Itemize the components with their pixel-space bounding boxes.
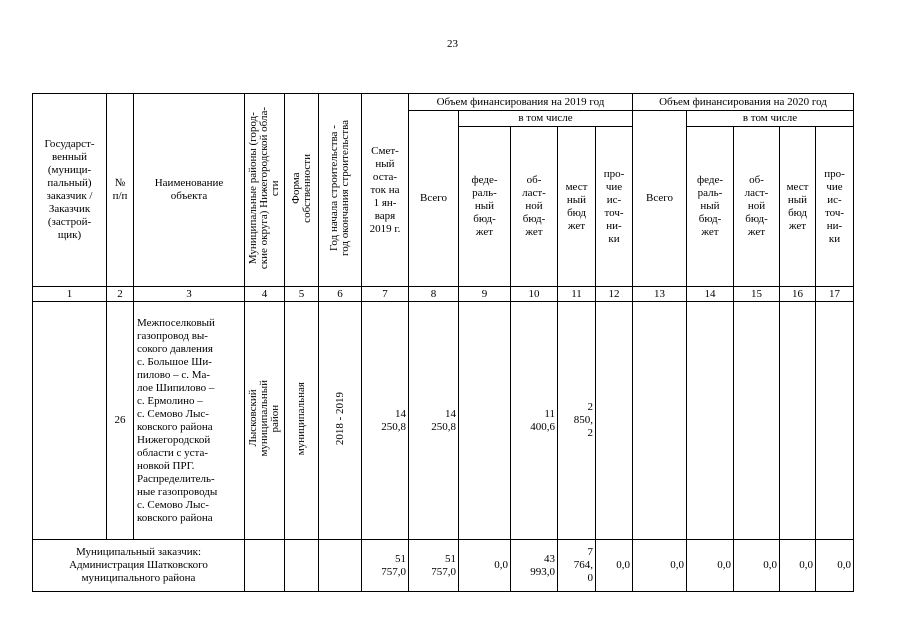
row-total-2019: 14 250,8 — [409, 302, 459, 540]
summary-federal-2019: 0,0 — [459, 540, 511, 592]
col-number: 15 — [734, 287, 780, 302]
row-other-2020 — [816, 302, 854, 540]
summary-district — [245, 540, 285, 592]
header-federal-2019: феде- раль- ный бюд- жет — [459, 127, 511, 287]
header-ownership-cell — [285, 94, 319, 287]
table-row — [33, 302, 854, 540]
row-regional-2020 — [734, 302, 780, 540]
header-regional-2020: об- ласт- ной бюд- жет — [734, 127, 780, 287]
header-row-1 — [33, 94, 854, 111]
row-customer — [33, 302, 107, 540]
row-object-name: Межпоселковый газопровод вы- сокого давления с. Большое Ши- пилово – с. Ма- лое Шипилово – с. Ермолино – с. Семово Лыс- ковского района Нижегородской области с уста- новкой ПРГ. Распределитель- ные газопроводы с. Семово Лыс- ковского района — [134, 302, 245, 540]
summary-local-2019: 7 764, 0 — [558, 540, 596, 592]
header-including-2019: в том числе — [459, 111, 633, 127]
row-ownership: муниципальная — [295, 381, 307, 456]
col-number: 14 — [687, 287, 734, 302]
header-district-cell — [245, 94, 285, 287]
financing-table — [32, 93, 854, 592]
col-number: 4 — [245, 287, 285, 302]
header-local-2019: мест ный бюд жет — [558, 127, 596, 287]
summary-row — [33, 540, 854, 592]
row-district: Лысковский муниципальный район — [247, 380, 281, 457]
header-including-2020: в том числе — [687, 111, 854, 127]
header-years: Год начала строительства - год окончания строительства — [328, 120, 351, 256]
header-other-2020: про- чие ис- точ- ни- ки — [816, 127, 854, 287]
col-number: 13 — [633, 287, 687, 302]
header-fin-2019: Объем финансирования на 2019 год — [409, 94, 633, 111]
row-total-2020 — [633, 302, 687, 540]
col-number: 5 — [285, 287, 319, 302]
col-number: 6 — [319, 287, 362, 302]
col-number: 12 — [596, 287, 633, 302]
col-number: 8 — [409, 287, 459, 302]
row-federal-2019 — [459, 302, 511, 540]
row-years-cell — [319, 302, 362, 540]
summary-other-2019: 0,0 — [596, 540, 633, 592]
header-district: Муниципальные районы (город- ские округа) Нижегородской обла- сти — [247, 106, 281, 270]
row-num: 26 — [107, 302, 134, 540]
row-local-2019: 2 850, 2 — [558, 302, 596, 540]
row-local-2020 — [780, 302, 816, 540]
summary-total-2019: 51 757,0 — [409, 540, 459, 592]
header-object-name: Наименование объекта — [134, 94, 245, 287]
header-federal-2020: феде- раль- ный бюд- жет — [687, 127, 734, 287]
summary-other-2020: 0,0 — [816, 540, 854, 592]
row-years: 2018 - 2019 — [333, 391, 346, 446]
summary-label: Муниципальный заказчик: Администрация Шатковского муниципального района — [33, 540, 245, 592]
col-number: 11 — [558, 287, 596, 302]
header-years-cell — [319, 94, 362, 287]
header-local-2020: мест ный бюд жет — [780, 127, 816, 287]
header-other-2019: про- чие ис- точ- ни- ки — [596, 127, 633, 287]
header-customer: Государст- венный (муници- пальный) заказчик / Заказчик (застрой- щик) — [33, 94, 107, 287]
col-number: 17 — [816, 287, 854, 302]
col-number: 16 — [780, 287, 816, 302]
column-numbers-row — [33, 287, 854, 302]
header-fin-2020: Объем финансирования на 2020 год — [633, 94, 854, 111]
col-number: 10 — [511, 287, 558, 302]
col-number: 9 — [459, 287, 511, 302]
header-total-2020: Всего — [633, 111, 687, 287]
summary-ownership — [285, 540, 319, 592]
header-ownership: Форма собственности — [289, 153, 313, 223]
summary-total-2020: 0,0 — [633, 540, 687, 592]
header-regional-2019: об- ласт- ной бюд- жет — [511, 127, 558, 287]
row-regional-2019: 11 400,6 — [511, 302, 558, 540]
row-ownership-cell — [285, 302, 319, 540]
summary-regional-2020: 0,0 — [734, 540, 780, 592]
col-number: 2 — [107, 287, 134, 302]
summary-local-2020: 0,0 — [780, 540, 816, 592]
summary-regional-2019: 43 993,0 — [511, 540, 558, 592]
summary-federal-2020: 0,0 — [687, 540, 734, 592]
header-total-2019: Всего — [409, 111, 459, 287]
page-number: 23 — [447, 38, 458, 50]
row-estimate: 14 250,8 — [362, 302, 409, 540]
summary-years — [319, 540, 362, 592]
header-num: № п/п — [107, 94, 134, 287]
row-district-cell — [245, 302, 285, 540]
col-number: 1 — [33, 287, 107, 302]
row-federal-2020 — [687, 302, 734, 540]
summary-estimate: 51 757,0 — [362, 540, 409, 592]
header-estimate: Смет- ный оста- ток на 1 ян- варя 2019 г. — [362, 94, 409, 287]
row-other-2019 — [596, 302, 633, 540]
col-number: 7 — [362, 287, 409, 302]
col-number: 3 — [134, 287, 245, 302]
